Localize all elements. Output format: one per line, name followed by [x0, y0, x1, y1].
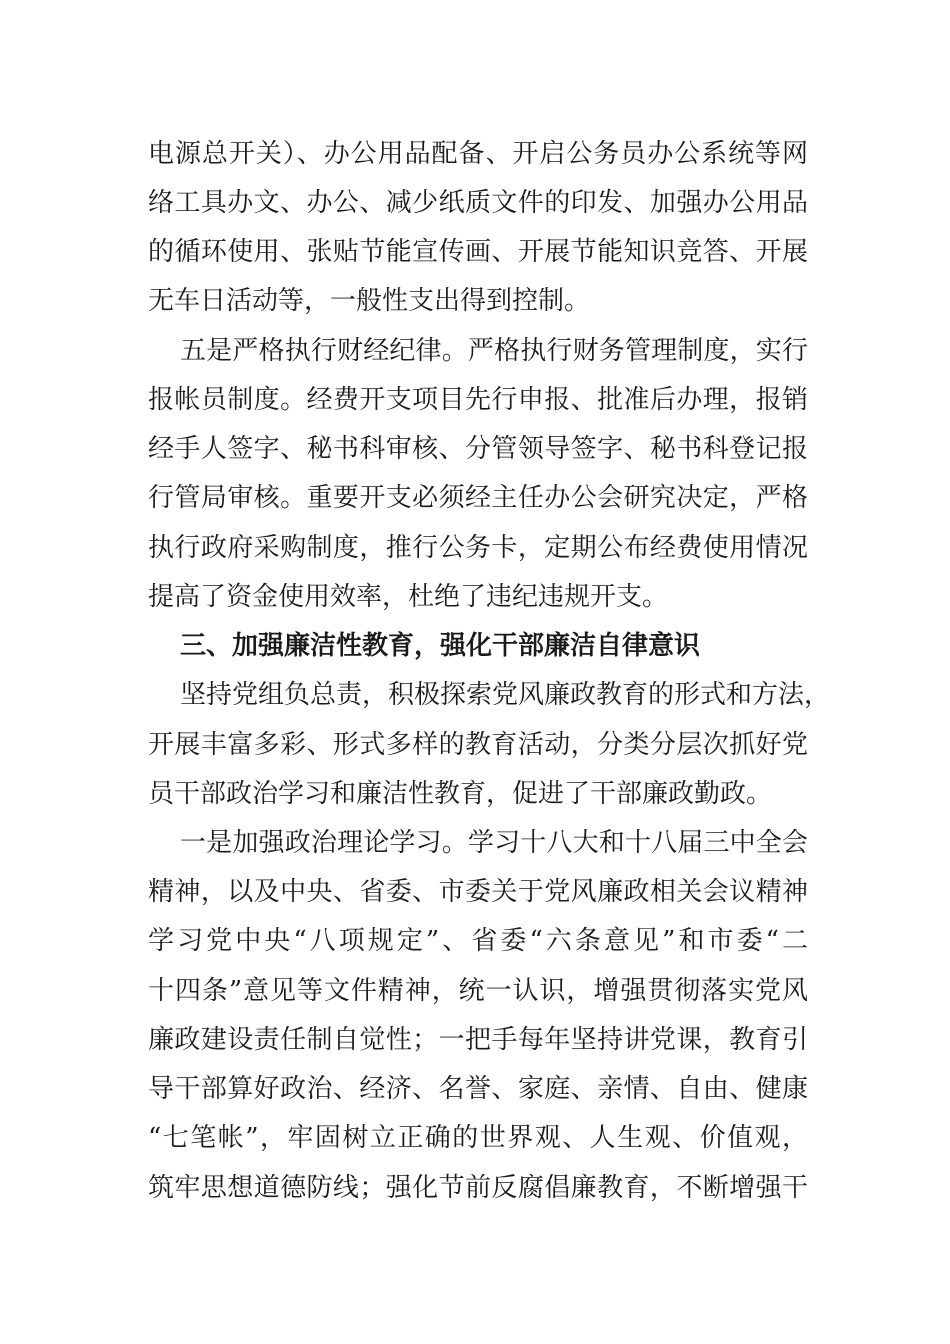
text-line: 的循环使用、张贴节能宣传画、开展节能知识竞答、开展 — [148, 237, 808, 267]
text-line: 行管局审核。重要开支必须经主任办公会研究决定，严格 — [148, 483, 808, 513]
text-line: 经手人签字、秘书科审核、分管领导签字、秘书科登记报 — [148, 434, 808, 464]
text-line: 学习党中央“八项规定”、省委“六条意见”和市委“二 — [148, 926, 808, 956]
text-line: 报帐员制度。经费开支项目先行申报、批准后办理，报销 — [148, 385, 808, 415]
text-line: “七笔帐”，牢固树立正确的世界观、人生观、价值观， — [148, 1123, 808, 1153]
text-line: 电源总开关）、办公用品配备、开启公务员办公系统等网 — [148, 139, 808, 169]
text-line: 员干部政治学习和廉洁性教育，促进了干部廉政勤政。 — [148, 779, 773, 809]
paragraph-first-line: 五是严格执行财经纪律。严格执行财务管理制度，实行 — [180, 336, 808, 366]
text-line: 精神，以及中央、省委、市委关于党风廉政相关会议精神 — [148, 877, 808, 907]
paragraph-first-line: 坚持党组负总责，积极探索党风廉政教育的形式和方法， — [180, 680, 831, 710]
text-line: 无车日活动等，一般性支出得到控制。 — [148, 286, 591, 316]
text-line: 导干部算好政治、经济、名誉、家庭、亲情、自由、健康 — [148, 1074, 808, 1104]
text-line: 十四条”意见等文件精神，统一认识，增强贯彻落实党风 — [148, 976, 808, 1006]
text-line: 络工具办文、办公、减少纸质文件的印发、加强办公用品 — [148, 188, 808, 218]
section-heading: 三、加强廉洁性教育，强化干部廉洁自律意识 — [180, 631, 701, 661]
text-line: 提高了资金使用效率，杜绝了违纪违规开支。 — [148, 582, 669, 612]
text-line: 廉政建设责任制自觉性；一把手每年坚持讲党课，教育引 — [148, 1025, 808, 1055]
text-line: 筑牢思想道德防线；强化节前反腐倡廉教育，不断增强干 — [148, 1173, 808, 1203]
paragraph-first-line: 一是加强政治理论学习。学习十八大和十八届三中全会 — [180, 828, 808, 858]
text-line: 执行政府采购制度，推行公务卡，定期公布经费使用情况 — [148, 533, 808, 563]
text-line: 开展丰富多彩、形式多样的教育活动，分类分层次抓好党 — [148, 730, 808, 760]
